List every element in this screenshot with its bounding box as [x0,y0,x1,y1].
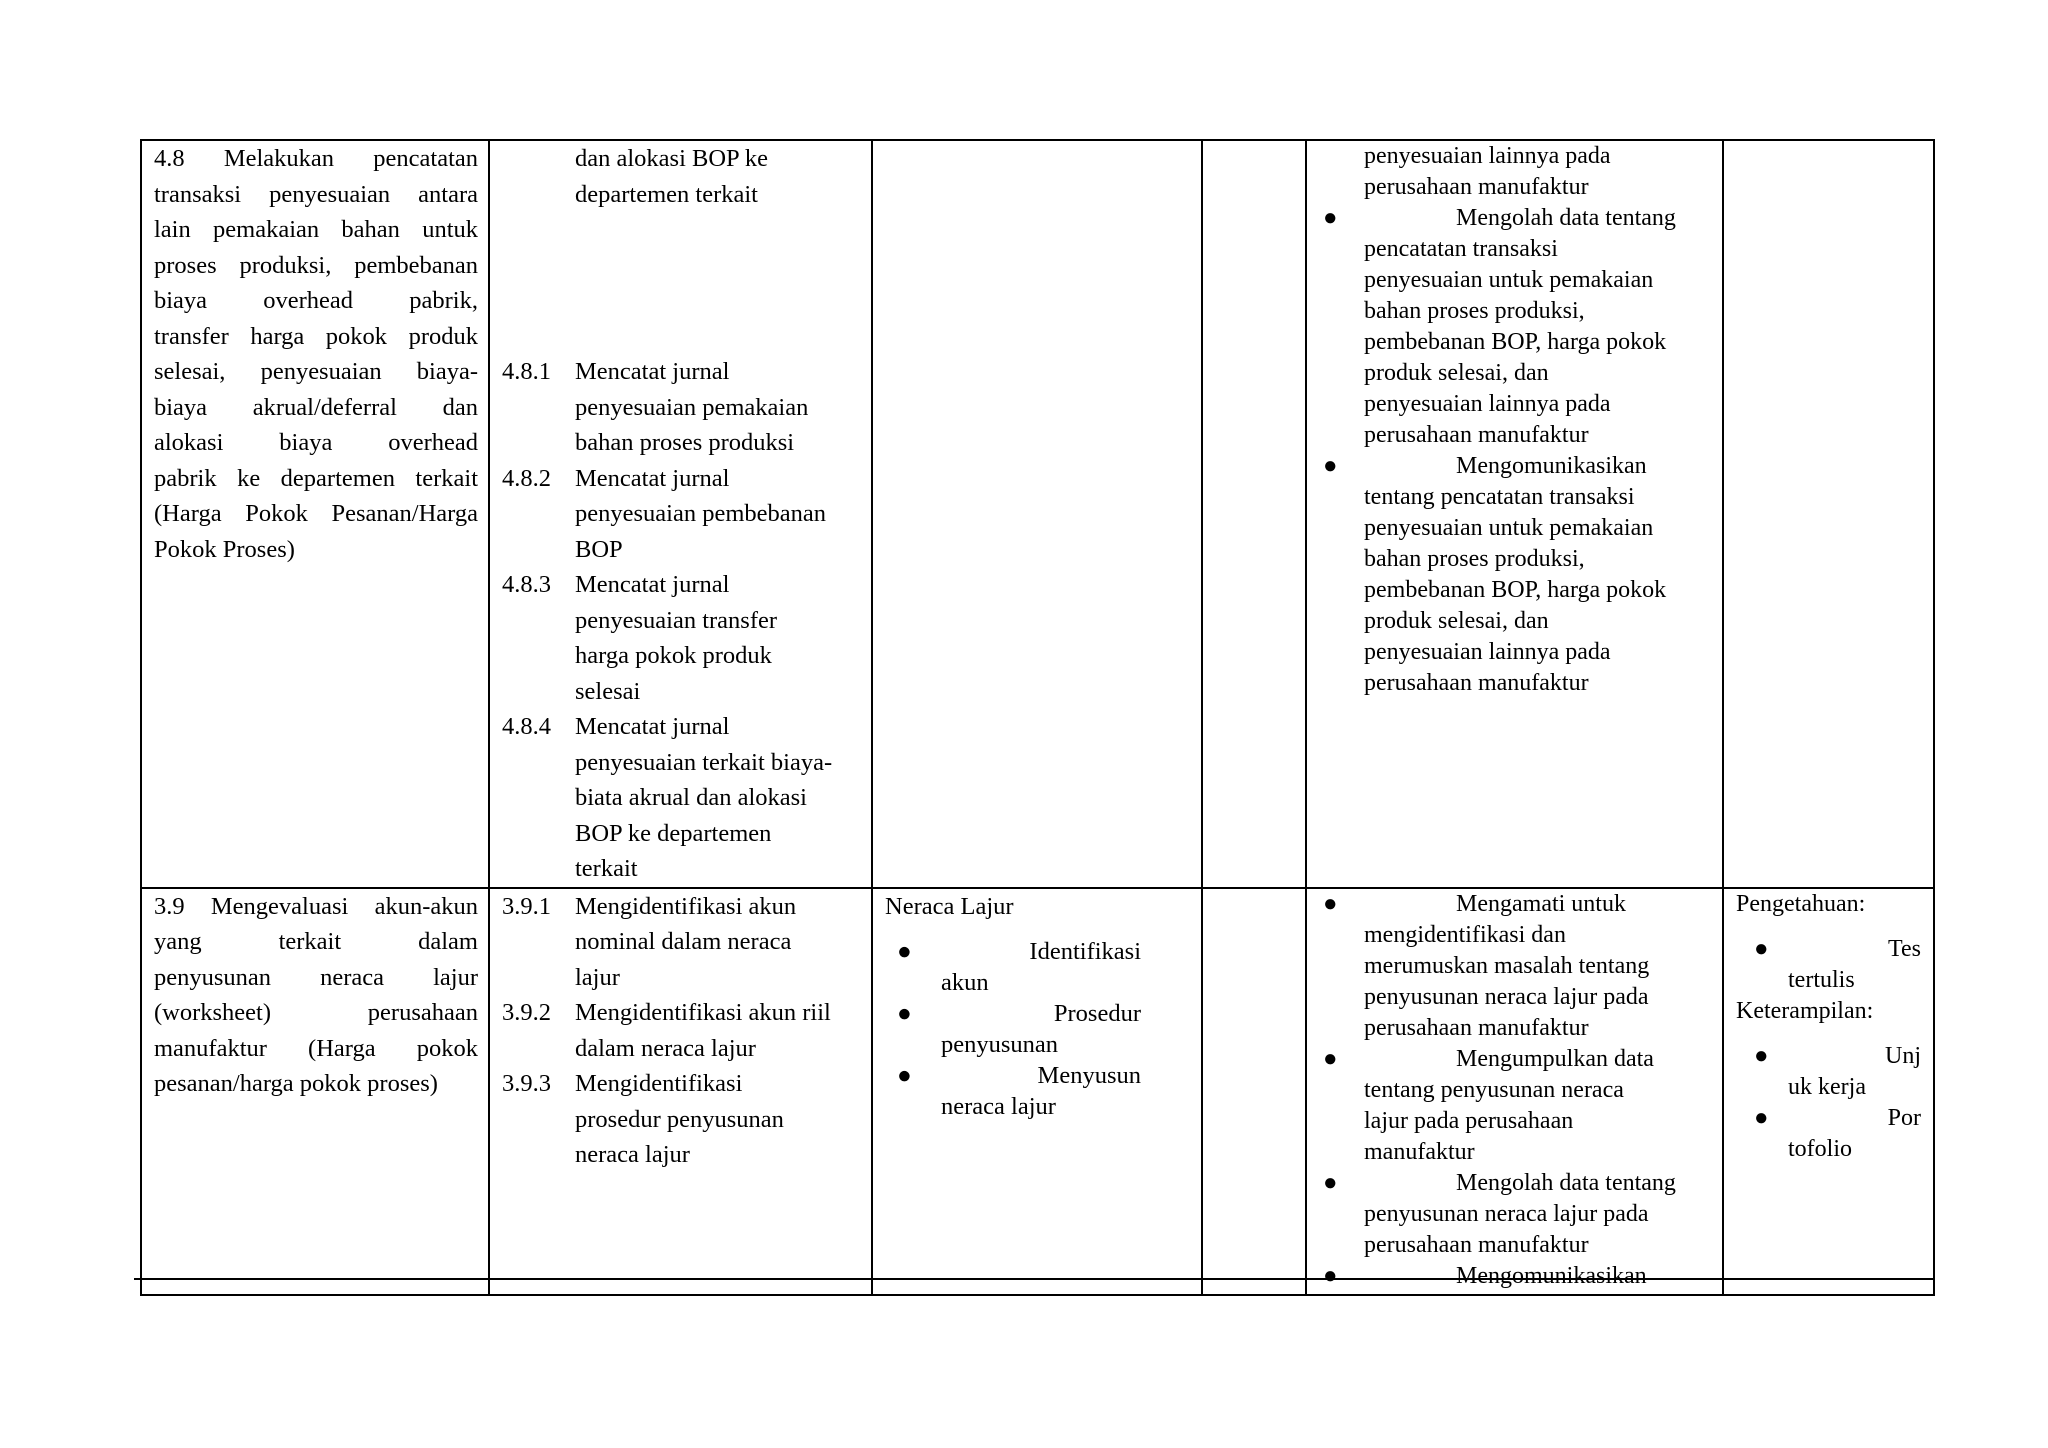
activity-head: Mengumpulkan data [1456,1045,1654,1072]
indicator-text [575,995,861,1066]
indicator-line: penyesuaian transfer [575,606,778,634]
activity-line: penyusunan neraca lajur pada [1364,1200,1649,1227]
assessment-cell [1723,140,1934,888]
assessment-item [1736,934,1921,996]
indicator-text [575,354,861,461]
indicator-line: Mengidentifikasi akun [575,892,797,920]
assessment-cell [1723,888,1934,1295]
activity-line: mengidentifikasi dan [1364,921,1566,948]
activity-line: produk selesai, dan [1364,608,1549,634]
activity-list [1307,141,1722,699]
materi-head: Identifikasi [1029,938,1141,965]
indicator-text [575,461,861,568]
knowledge-label: Pengetahuan: [1736,890,1866,917]
assessment-rest: uk kerja [1788,1073,1866,1100]
activity-line: lajur pada perusahaan [1364,1107,1574,1134]
competency-line: penyusunan neraca lajur [154,963,478,991]
activity-head: Mengolah data tentang [1456,205,1676,231]
assessment-head: Unj [1885,1042,1921,1069]
competency-line: 4.8 Melakukan pencatatan [154,145,478,172]
indicator-line: departemen terkait [575,180,758,208]
materi-rest: neraca lajur [941,1093,1056,1120]
indicator-line: harga pokok produk [575,642,772,669]
activity-line: penyusunan neraca lajur pada [1364,983,1649,1010]
competency-line: alokasi biaya overhead [154,429,478,456]
indicator-line: neraca lajur [575,1141,690,1168]
competency-line: manufaktur (Harga pokok [154,1034,478,1062]
bottom-rule [134,1278,1934,1280]
activity-line: perusahaan manufaktur [1364,1014,1589,1041]
materi-cell [872,888,1202,1295]
indicator-line: penyesuaian terkait biaya- [575,748,833,776]
assessment-rest: tertulis [1788,966,1855,993]
activity-line: penyesuaian lainnya pada [1364,143,1611,169]
indicator-text [575,567,861,709]
skill-label: Keterampilan: [1736,997,1874,1024]
competency-line: transfer harga pokok produk [154,322,478,350]
competency-line: biaya overhead pabrik, [154,287,478,314]
activity-line: perusahaan manufaktur [1364,1231,1589,1258]
bullet-icon: ● [1323,890,1338,917]
indicator-text [575,709,861,887]
competency-line: Pokok Proses) [154,535,295,563]
materi [873,889,1201,1123]
competency-line: yang terkait dalam [154,928,478,955]
assessment [1724,889,1933,1165]
indicator-item [490,461,871,568]
materi-head: Menyusun [1037,1062,1141,1089]
indicator-line: BOP ke departemen [575,819,772,847]
activity-line: penyesuaian lainnya pada [1364,639,1611,665]
indicator-text [575,889,861,996]
activity-line: penyesuaian untuk pemakaian [1364,515,1654,541]
skill-list [1736,1041,1921,1165]
indicator-text [575,1066,861,1173]
indicator-line: Mencatat jurnal [575,571,730,598]
activity-line: pencatatan transaksi [1364,236,1558,262]
competency-text [142,141,488,567]
indicator-number: 4.8.4 [502,713,551,740]
activity-item [1319,1168,1714,1261]
indicator-line: penyesuaian pemakaian [575,393,809,421]
activity-item [1319,889,1714,1044]
indicator-number: 3.9.2 [502,999,551,1026]
indicator-list [490,889,871,1173]
indicator-line: selesai [575,677,641,705]
indicator-item [490,709,871,887]
competency-line: selesai, penyesuaian biaya- [154,358,478,385]
time-cell [1202,888,1306,1295]
activity-line: bahan proses produksi, [1364,546,1585,572]
activity-line: perusahaan manufaktur [1364,670,1589,696]
activity-line: produk selesai, dan [1364,360,1549,386]
indicator-line: penyesuaian pembebanan [575,500,827,527]
indicator-list [490,354,871,887]
assessment-item [1736,1103,1921,1165]
time-cell [1202,140,1306,888]
assessment-head: Por [1887,1104,1921,1131]
competency-line: pabrik ke departemen terkait [154,464,478,492]
bullet-icon: ● [1323,1045,1338,1072]
activity-line: penyesuaian untuk pemakaian [1364,267,1654,293]
materi-rest: akun [941,969,989,996]
competency-line: 3.9 Mengevaluasi akun-akun [154,892,478,920]
materi-cell [872,140,1202,888]
materi-rest: penyusunan [941,1031,1059,1058]
competency-line: proses produksi, pembebanan [154,251,478,279]
activity-cell [1306,888,1723,1295]
bullet-icon: ● [897,938,912,965]
bullet-icon: ● [897,1062,912,1089]
activity-cell [1306,140,1723,888]
bullet-icon: ● [1754,1042,1769,1069]
activity-line: perusahaan manufaktur [1364,422,1589,448]
materi-item [885,936,1191,998]
knowledge-list [1736,934,1921,996]
activity-line: tentang pencatatan transaksi [1364,484,1635,510]
competency-text [142,889,488,1102]
indicator-line: biata akrual dan alokasi [575,784,807,811]
activity-head: Mengamati untuk [1456,890,1626,917]
activity-line: manufaktur [1364,1138,1475,1165]
table-row [141,140,1934,888]
activity-head: Mengolah data tentang [1456,1169,1676,1196]
indicator-line: BOP [575,535,623,563]
competency-line: transaksi penyesuaian antara [154,180,478,208]
indicator-line: nominal dalam neraca [575,928,792,955]
indicator-line: lajur [575,963,620,991]
assessment-head: Tes [1888,935,1921,962]
bullet-icon: ● [1323,205,1338,231]
syllabus-table [140,139,1935,1296]
indicator-line: Mencatat jurnal [575,713,730,740]
bullet-icon: ● [1323,453,1338,479]
activity-line: penyesuaian lainnya pada [1364,391,1611,417]
indicator-line: Mencatat jurnal [575,358,730,385]
competency-cell [141,888,489,1295]
indicator-line: terkait [575,855,638,882]
activity-item [1319,1044,1714,1168]
activity-line: pembebanan BOP, harga pokok [1364,577,1667,603]
indicator-line: bahan proses produksi [575,429,795,456]
indicator-number: 4.8.3 [502,571,551,598]
bullet-icon: ● [1323,1262,1338,1289]
indicator-number: 4.8.1 [502,358,551,385]
assessment-item [1736,1041,1921,1103]
indicator-line: Mengidentifikasi akun riil [575,999,831,1026]
indicator-line: dan alokasi BOP ke [575,145,769,172]
activity-item [1319,203,1714,451]
competency-line: (Harga Pokok Pesanan/Harga [154,500,478,527]
indicator-cell [489,888,872,1295]
materi-item [885,1060,1191,1122]
table-row [141,888,1934,1295]
assessment-rest: tofolio [1788,1135,1852,1162]
activity-line: pembebanan BOP, harga pokok [1364,329,1667,355]
activity-item [1319,451,1714,699]
activity-line: merumuskan masalah tentang [1364,952,1650,979]
materi-item [885,998,1191,1060]
activity-item [1319,1261,1714,1292]
indicator-line: Mengidentifikasi [575,1070,743,1097]
indicator-item [490,354,871,461]
indicator-cell [489,140,872,888]
competency-line: pesanan/harga pokok proses) [154,1070,438,1097]
materi-title: Neraca Lajur [885,892,1014,920]
activity-head: Mengomunikasikan [1456,453,1647,479]
activity-head: Mengomunikasikan [1456,1262,1647,1289]
competency-cell [141,140,489,888]
competency-line: (worksheet) perusahaan [154,999,478,1026]
indicator-item [490,995,871,1066]
indicator-number: 3.9.1 [502,892,551,920]
indicator-item [490,567,871,709]
competency-line: biaya akrual/deferral dan [154,393,478,421]
bullet-icon: ● [1323,1169,1338,1196]
bullet-icon: ● [1754,1104,1769,1131]
indicator-line: prosedur penyusunan [575,1105,784,1133]
indicator-line: dalam neraca lajur [575,1034,756,1062]
activity-line: perusahaan manufaktur [1364,174,1589,200]
materi-head: Prosedur [1053,1000,1141,1027]
indicator-number: 4.8.2 [502,464,551,492]
materi-list [885,936,1191,1122]
indicator-continuation [490,141,871,212]
indicator-number: 3.9.3 [502,1070,551,1097]
bullet-icon: ● [897,1000,912,1027]
activity-line: bahan proses produksi, [1364,298,1585,324]
activity-line: tentang penyusunan neraca [1364,1076,1624,1103]
indicator-item [490,1066,871,1173]
bullet-icon: ● [1754,935,1769,962]
activity-list [1307,889,1722,1292]
indicator-line: Mencatat jurnal [575,464,730,492]
competency-line: lain pemakaian bahan untuk [154,216,478,243]
indicator-item [490,889,871,996]
